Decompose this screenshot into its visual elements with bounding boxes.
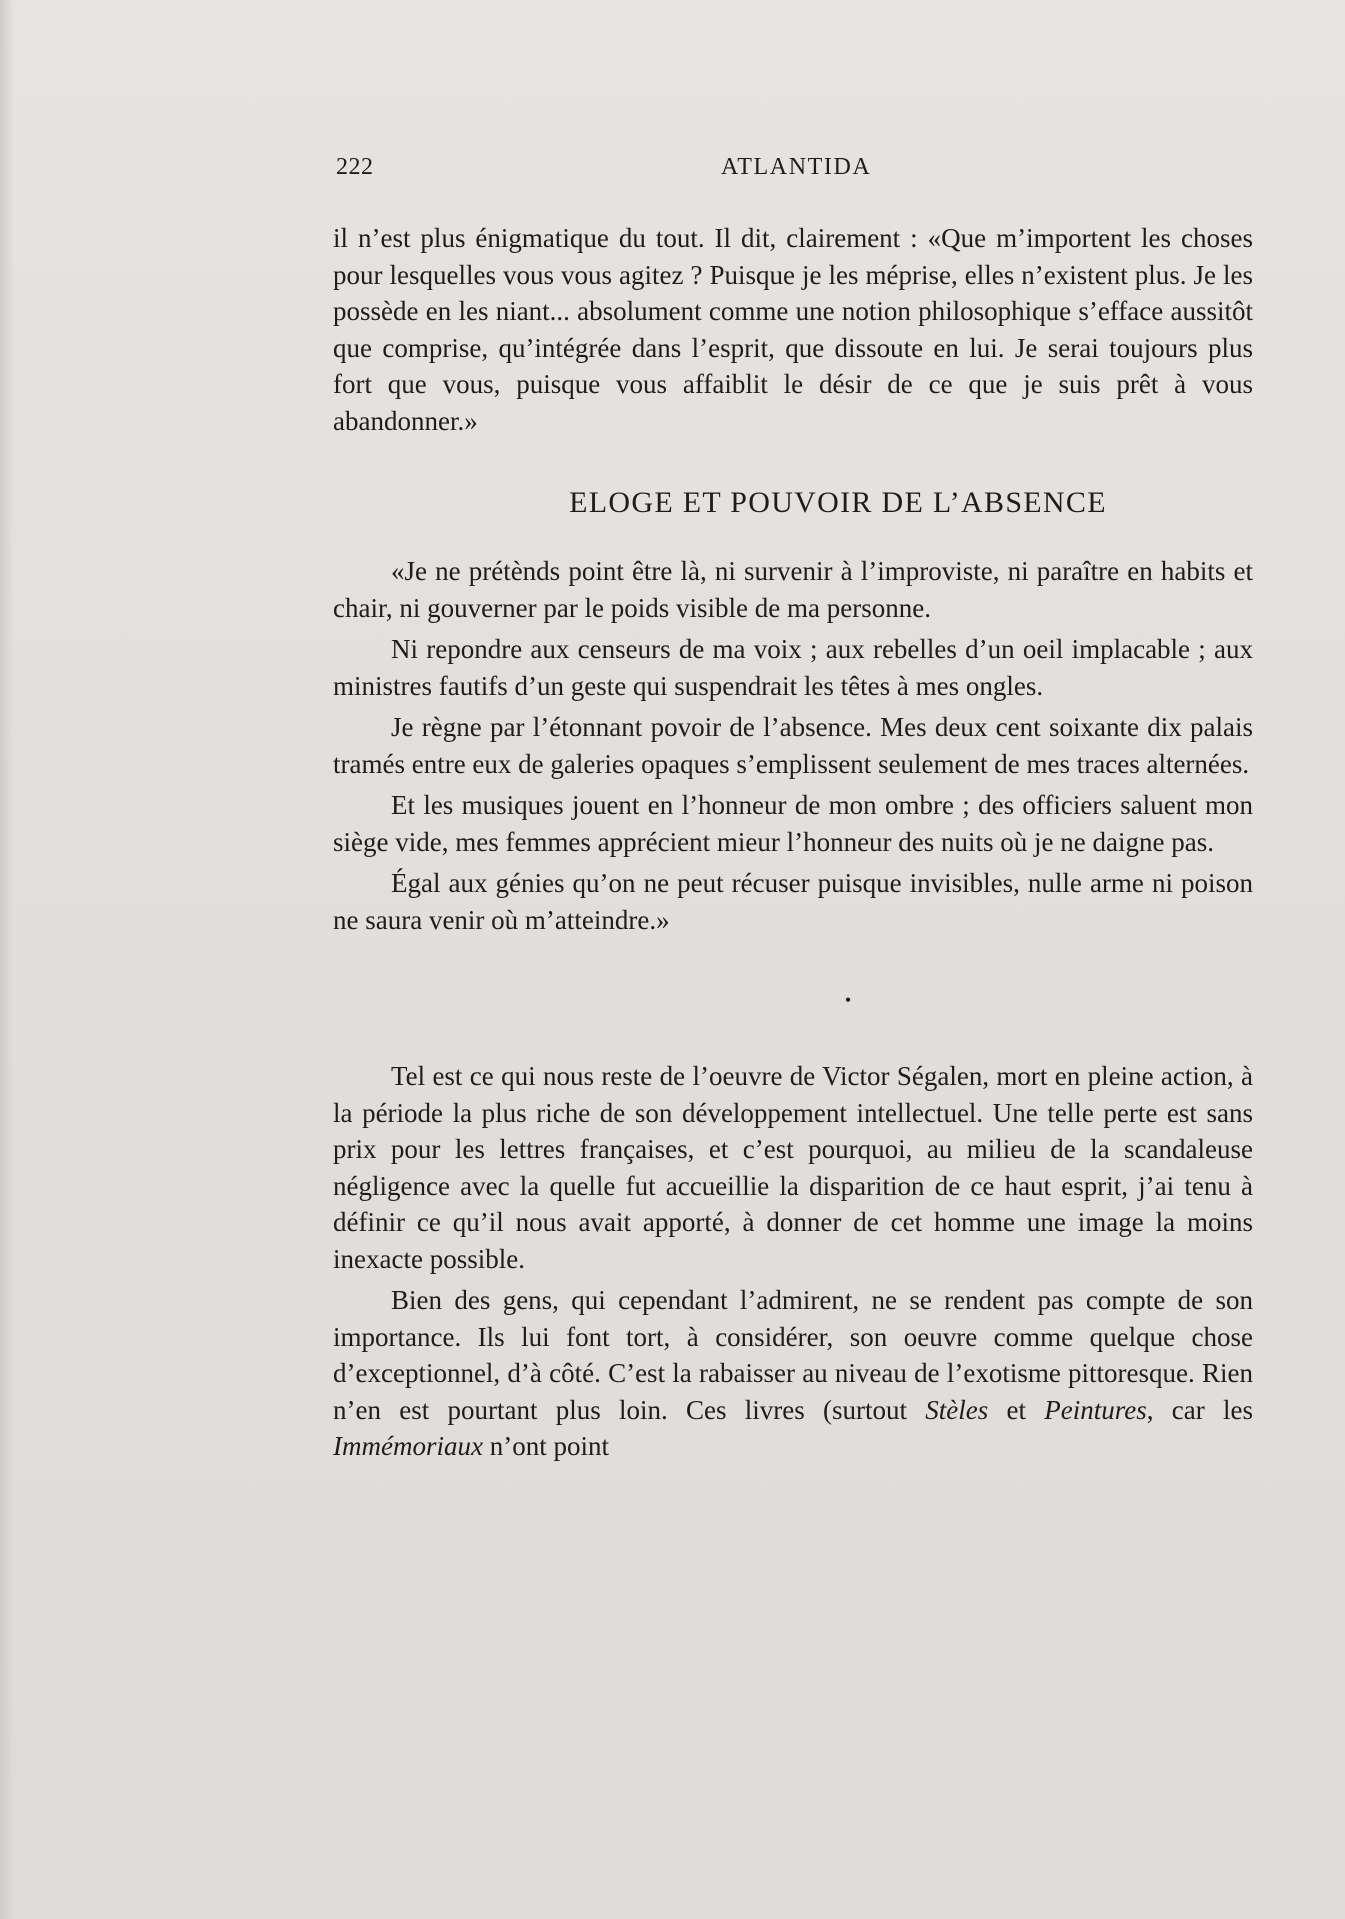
book-title-peintures: Peintures	[1044, 1394, 1147, 1425]
section-paragraph-4: Et les musiques jouent en l’honneur de mon ombre ; des officiers saluent mon siège vide, mes femmes apprécient mieur l’honneur des nuits où je ne daigne pas.	[333, 790, 1253, 857]
closing-paragraph-1: Tel est ce qui nous reste de l’oeuvre de Victor Ségalen, mort en pleine action, à la période la plus riche de son développement intellectuel. Une telle perte est sans prix pour les lettres françaises, et c’est pourquoi, au milieu de la scandaleuse négligence avec la quelle fut accueillie la disparition de ce haut esprit, j’ai tenu à définir ce qu’il nous avait apporté, à donner de cet homme une image la moins inexacte possible.	[333, 1061, 1253, 1274]
book-title-immemoriaux: Immémoriaux	[333, 1431, 483, 1461]
closing-paragraph-2-text-between-1: et	[988, 1394, 1045, 1425]
section-separator-dot: •	[844, 990, 852, 1010]
body-text	[333, 220, 1253, 1465]
running-title: ATLANTIDA	[721, 154, 872, 180]
section-heading: ELOGE ET POUVOIR DE L’ABSENCE	[569, 486, 1107, 519]
section-paragraph-2: Ni repondre aux censeurs de ma voix ; aux rebelles d’un oeil implacable ; aux ministres fautifs d’un geste qui suspendrait les têtes à mes ongles.	[333, 634, 1253, 701]
closing-paragraph-2-text-before: Bien des gens, qui cependant l’admirent, ne se rendent pas compte de son importance. Ils lui font tort, à considérer, son oeuvre comme quelque chose d’exceptionnel, d’à côté. C’est la rabaisser au niveau de l’exotisme pittoresque. Rien n’en est pourtant plus loin. Ces livres (surtout	[333, 1285, 1253, 1425]
closing-paragraph-2	[333, 1282, 1253, 1465]
book-title-steles: Stèles	[925, 1394, 989, 1425]
closing-paragraph-2-text-after: n’ont point	[482, 1431, 609, 1461]
section-paragraph-1: «Je ne prétènds point être là, ni survenir à l’improviste, ni paraître en habits et chair, ni gouverner par le poids visible de ma personne.	[333, 556, 1253, 623]
closing-paragraph-2-text-between-2: , car les	[1146, 1394, 1253, 1425]
running-head	[336, 154, 1256, 190]
section-paragraph-5: Égal aux génies qu’on ne peut récuser puisque invisibles, nulle arme ni poison ne saura venir où m’atteindre.»	[333, 868, 1253, 935]
page-number: 222	[336, 154, 374, 180]
section-paragraph-3: Je règne par l’étonnant povoir de l’absence. Mes deux cent soixante dix palais tramés entre eux de galeries opaques s’emplissent seulement de mes traces alternées.	[333, 712, 1253, 779]
opening-paragraph: il n’est plus énigmatique du tout. Il dit, clairement : «Que m’importent les choses pour lesquelles vous vous agitez ? Puisque je les méprise, elles n’existent plus. Je les possède en les niant... absolument comme une notion philosophique s’efface aussitôt que comprise, qu’intégrée dans l’esprit, que dissoute en lui. Je serai toujours plus fort que vous, puisque vous affaiblit le désir de ce que je suis prêt à vous abandonner.»	[333, 223, 1253, 436]
